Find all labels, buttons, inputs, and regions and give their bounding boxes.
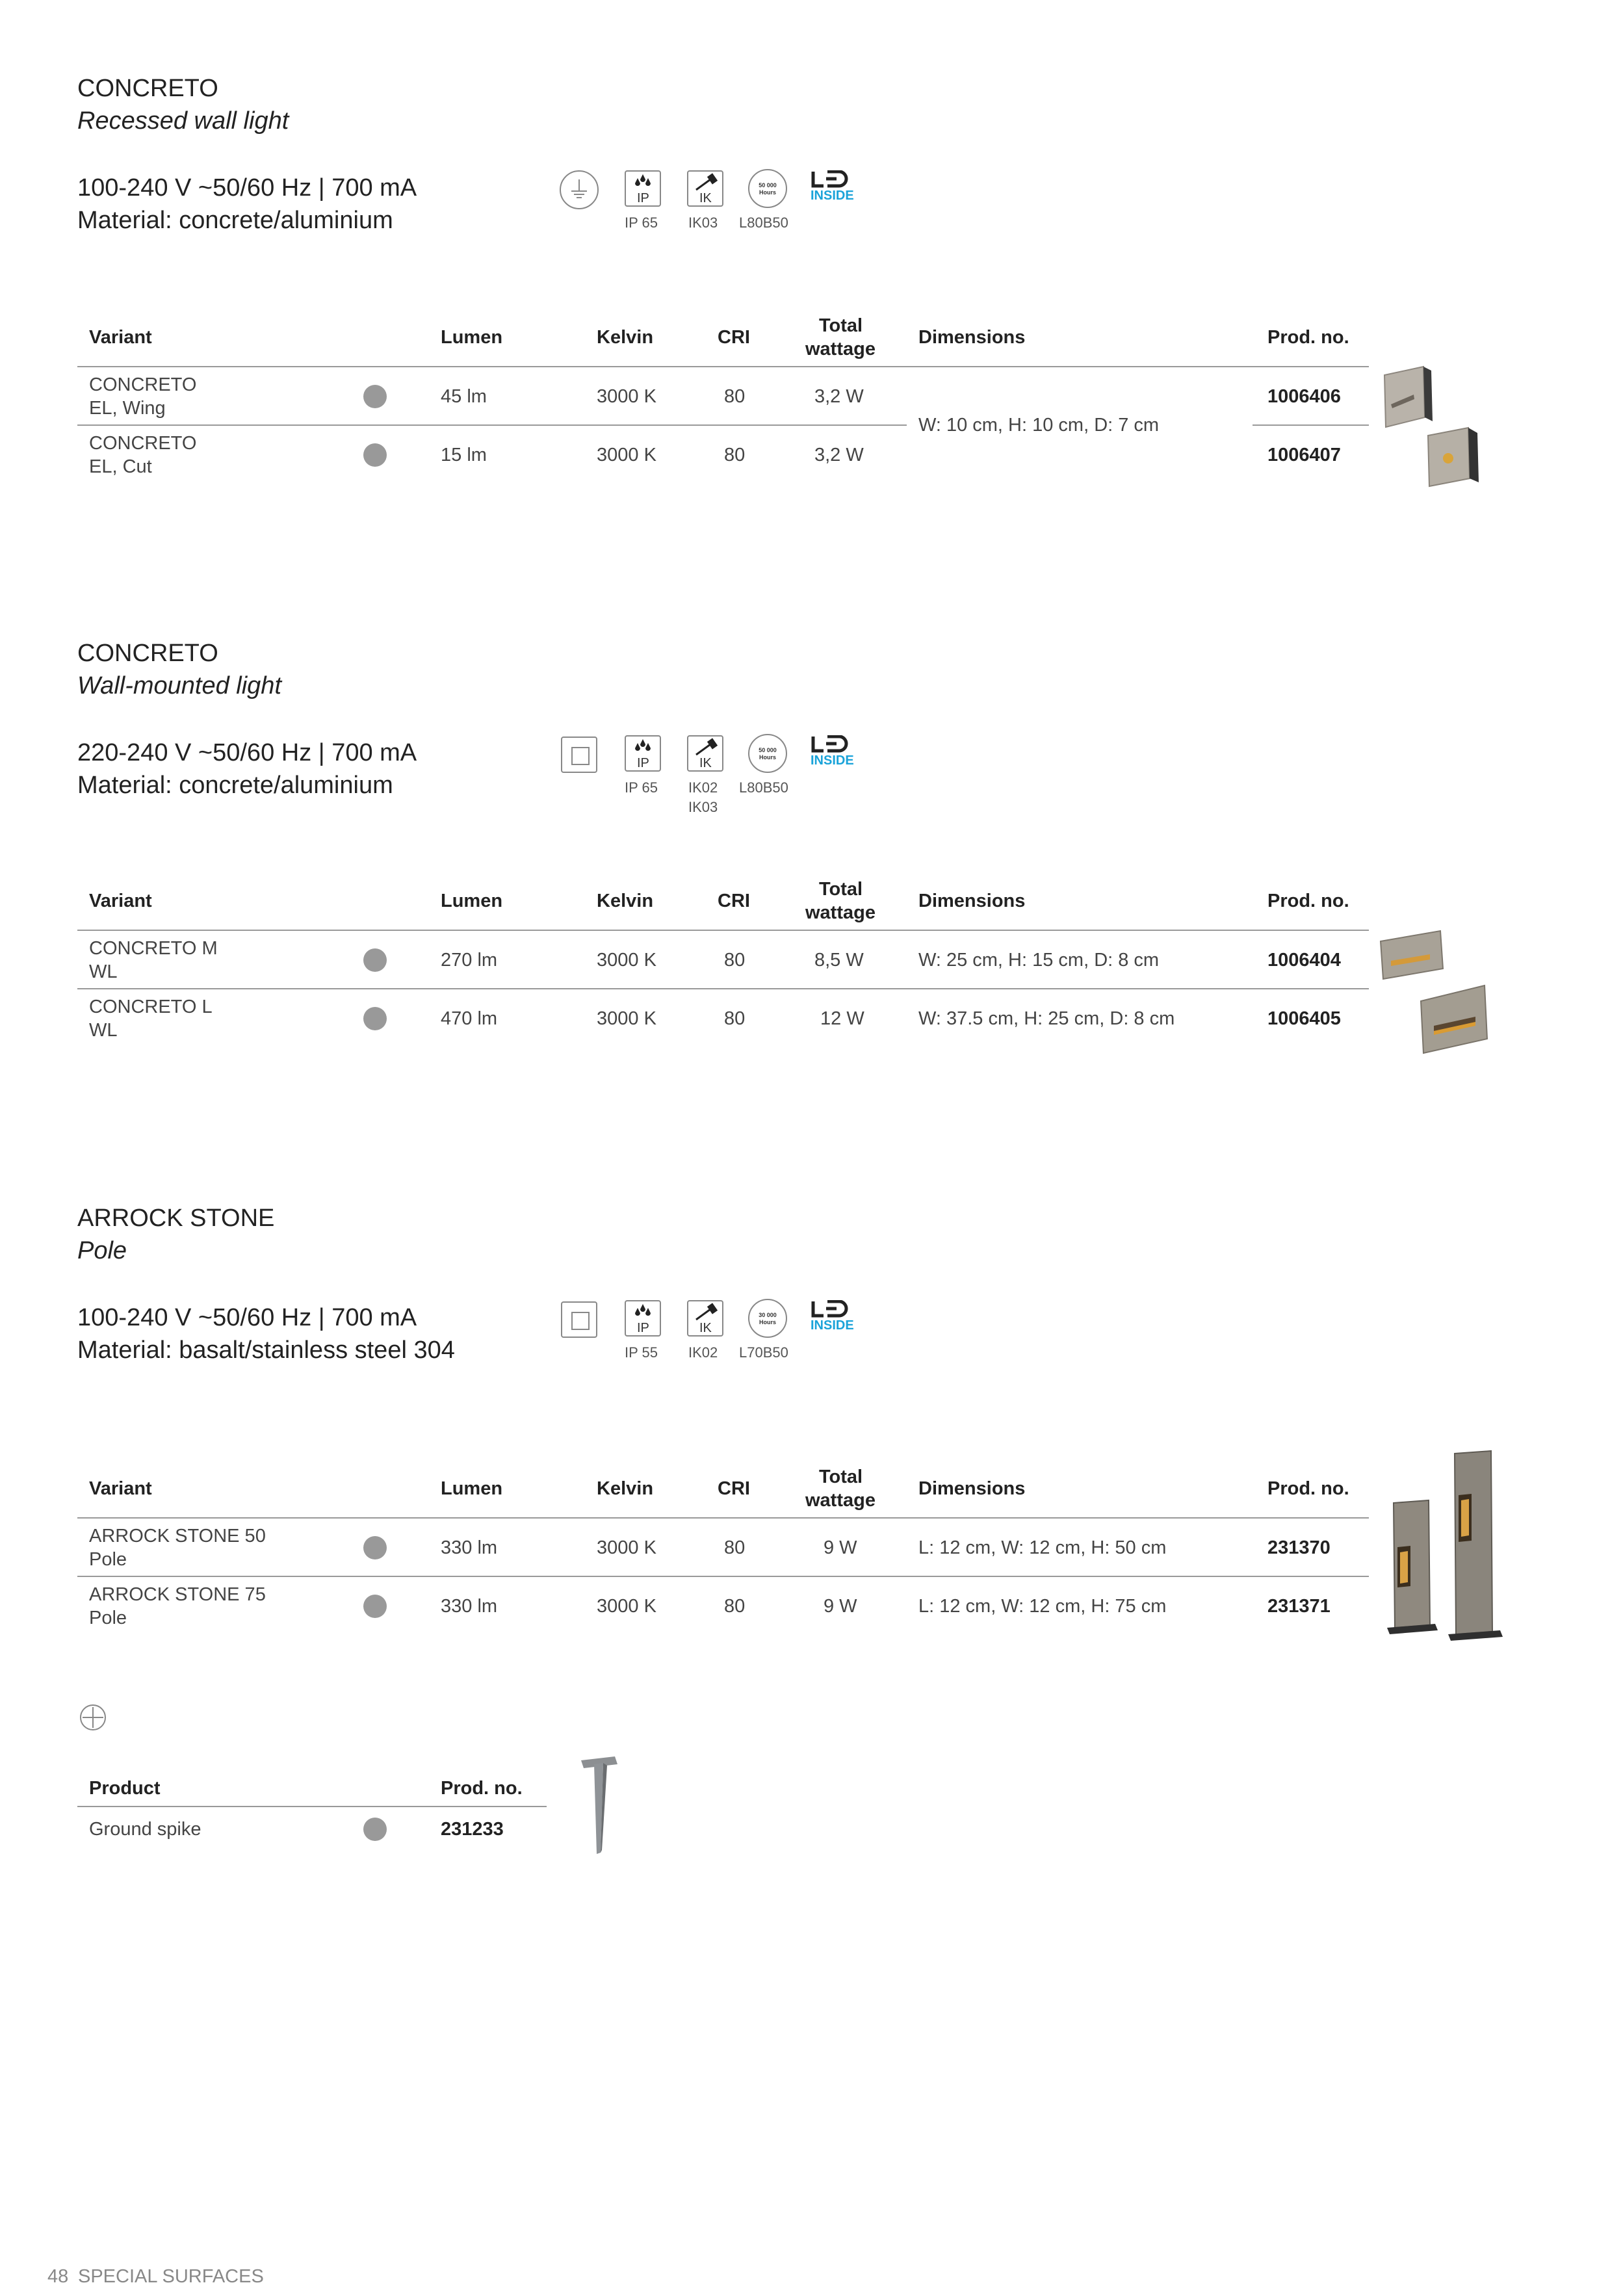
hours-value: 50 000 <box>759 747 777 753</box>
protection-class-icon <box>561 737 597 773</box>
header-wattage: wattage <box>805 339 876 359</box>
lifetime-caption: L80B50 <box>739 215 788 231</box>
section2-title: CONCRETO <box>77 640 218 667</box>
cri-value: 80 <box>724 386 746 407</box>
ip-label: IP <box>637 756 649 770</box>
section2-spec-voltage: 220-240 V ~50/60 Hz | 700 mA <box>77 739 417 766</box>
hours-unit: Hours <box>759 189 776 196</box>
earth-protection-icon <box>560 170 599 209</box>
header-variant: Variant <box>89 1478 152 1499</box>
section1-spec-material: Material: concrete/aluminium <box>77 207 393 234</box>
header-variant: Variant <box>89 891 152 911</box>
variant-type: Pole <box>89 1549 127 1570</box>
header-product: Product <box>89 1778 161 1799</box>
header-kelvin: Kelvin <box>597 891 654 911</box>
prod-no-value: 231371 <box>1267 1596 1331 1617</box>
color-swatch <box>363 1536 387 1559</box>
variant-name: CONCRETO <box>89 374 197 395</box>
product-image-ground-spike <box>577 1755 623 1859</box>
variant-name: CONCRETO M <box>89 938 218 959</box>
ip-caption: IP 55 <box>625 1344 658 1361</box>
prod-no-value: 1006406 <box>1267 386 1341 407</box>
prod-no-value: 231370 <box>1267 1537 1331 1558</box>
lumen-value: 330 lm <box>441 1537 498 1558</box>
prod-no-value: 1006404 <box>1267 950 1341 971</box>
led-inside-label: INSIDE <box>811 189 854 203</box>
header-prod-no: Prod. no. <box>1267 891 1349 911</box>
header-cri: CRI <box>718 327 750 348</box>
led-inside-label: INSIDE <box>811 1318 854 1333</box>
ip-caption: IP 65 <box>625 215 658 231</box>
wattage-value: 9 W <box>824 1596 857 1617</box>
ik-hammer-icon <box>687 735 723 772</box>
cri-value: 80 <box>724 1537 746 1558</box>
variant-name: CONCRETO <box>89 433 197 454</box>
ip-label: IP <box>637 191 649 205</box>
section1-title: CONCRETO <box>77 75 218 102</box>
hours-unit: Hours <box>759 1319 776 1325</box>
led-inside-label: INSIDE <box>811 753 854 768</box>
lumen-value: 330 lm <box>441 1596 498 1617</box>
dimensions-value: W: 25 cm, H: 15 cm, D: 8 cm <box>918 950 1160 971</box>
header-kelvin: Kelvin <box>597 1478 654 1499</box>
lifetime-caption: L70B50 <box>739 1344 788 1361</box>
kelvin-value: 3000 K <box>597 1596 656 1617</box>
product-image-cut <box>1419 423 1484 491</box>
ip-caption: IP 65 <box>625 779 658 796</box>
wattage-value: 12 W <box>820 1008 864 1029</box>
ik-caption: IK02 <box>688 779 718 796</box>
accessory-name: Ground spike <box>89 1819 201 1840</box>
lumen-value: 470 lm <box>441 1008 498 1029</box>
ik-caption: IK02 <box>688 1344 718 1361</box>
section2-subtitle: Wall-mounted light <box>77 672 282 699</box>
color-swatch <box>363 1007 387 1030</box>
ip-rating-icon <box>625 1300 661 1337</box>
header-lumen: Lumen <box>441 327 503 348</box>
table-divider <box>77 1806 547 1807</box>
header-dimensions: Dimensions <box>918 1478 1026 1499</box>
section2-spec-material: Material: concrete/aluminium <box>77 772 393 799</box>
variant-type: Pole <box>89 1608 127 1628</box>
lifetime-hours-icon <box>748 734 787 773</box>
kelvin-value: 3000 K <box>597 950 656 971</box>
header-dimensions: Dimensions <box>918 327 1026 348</box>
table-divider <box>77 988 1369 989</box>
ik-label: IK <box>699 1321 712 1335</box>
ik-caption: IK03 <box>688 215 718 231</box>
variant-type: EL, Cut <box>89 456 152 477</box>
section3-spec-material: Material: basalt/stainless steel 304 <box>77 1337 455 1364</box>
color-swatch <box>363 948 387 972</box>
section1-spec-voltage: 100-240 V ~50/60 Hz | 700 mA <box>77 174 417 202</box>
ik-label: IK <box>699 191 712 205</box>
header-cri: CRI <box>718 1478 750 1499</box>
section3-title: ARROCK STONE <box>77 1205 275 1232</box>
kelvin-value: 3000 K <box>597 445 656 465</box>
header-lumen: Lumen <box>441 891 503 911</box>
lifetime-caption: L80B50 <box>739 779 788 796</box>
lumen-value: 15 lm <box>441 445 487 465</box>
variant-name: ARROCK STONE 50 <box>89 1526 266 1546</box>
protection-class-icon <box>561 1301 597 1338</box>
table-divider <box>77 1517 1369 1519</box>
ik-label: IK <box>699 756 712 770</box>
table-divider <box>77 1576 1369 1577</box>
cri-value: 80 <box>724 1596 746 1617</box>
variant-name: CONCRETO L <box>89 997 213 1017</box>
header-lumen: Lumen <box>441 1478 503 1499</box>
color-swatch <box>363 443 387 467</box>
ik-hammer-icon <box>687 1300 723 1337</box>
wattage-value: 9 W <box>824 1537 857 1558</box>
ip-rating-icon <box>625 170 661 207</box>
led-inside-icon <box>811 170 854 203</box>
table-divider <box>77 366 1369 367</box>
lumen-value: 45 lm <box>441 386 487 407</box>
dimensions-value: L: 12 cm, W: 12 cm, H: 75 cm <box>918 1596 1167 1617</box>
variant-type: WL <box>89 1020 118 1041</box>
header-total: Total <box>819 879 863 900</box>
variant-type: EL, Wing <box>89 398 166 419</box>
ik-hammer-icon <box>687 170 723 207</box>
color-swatch <box>363 1818 387 1841</box>
led-inside-icon <box>811 735 854 768</box>
section3-spec-voltage: 100-240 V ~50/60 Hz | 700 mA <box>77 1304 417 1331</box>
section1-subtitle: Recessed wall light <box>77 107 289 135</box>
hours-value: 30 000 <box>759 1312 777 1318</box>
header-prod-no: Prod. no. <box>1267 327 1349 348</box>
wattage-value: 3,2 W <box>814 445 864 465</box>
dimensions-value: W: 10 cm, H: 10 cm, D: 7 cm <box>918 415 1160 436</box>
ip-rating-icon <box>625 735 661 772</box>
header-wattage: wattage <box>805 1490 876 1511</box>
dimensions-value: W: 37.5 cm, H: 25 cm, D: 8 cm <box>918 1008 1175 1029</box>
color-swatch <box>363 1595 387 1618</box>
section3-subtitle: Pole <box>77 1237 127 1264</box>
kelvin-value: 3000 K <box>597 1008 656 1029</box>
color-swatch <box>363 385 387 408</box>
lifetime-hours-icon <box>748 1299 787 1338</box>
header-variant: Variant <box>89 327 152 348</box>
accessory-prod-no: 231233 <box>441 1819 504 1840</box>
product-image-concreto-m <box>1378 928 1449 984</box>
prod-no-value: 1006407 <box>1267 445 1341 465</box>
prod-no-value: 1006405 <box>1267 1008 1341 1029</box>
header-wattage: wattage <box>805 902 876 923</box>
cri-value: 80 <box>724 445 746 465</box>
table-divider <box>77 424 907 426</box>
accessory-plus-icon <box>79 1703 107 1735</box>
kelvin-value: 3000 K <box>597 386 656 407</box>
ik-caption-2: IK03 <box>688 799 718 815</box>
ip-label: IP <box>637 1321 649 1335</box>
cri-value: 80 <box>724 950 746 971</box>
led-inside-icon <box>811 1300 854 1333</box>
table-divider <box>1253 424 1369 426</box>
wattage-value: 3,2 W <box>814 386 864 407</box>
wattage-value: 8,5 W <box>814 950 864 971</box>
kelvin-value: 3000 K <box>597 1537 656 1558</box>
header-kelvin: Kelvin <box>597 327 654 348</box>
header-cri: CRI <box>718 891 750 911</box>
header-dimensions: Dimensions <box>918 891 1026 911</box>
product-image-arrock-stone <box>1383 1450 1507 1645</box>
hours-unit: Hours <box>759 754 776 761</box>
footer-section-label: SPECIAL SURFACES <box>78 2266 264 2287</box>
lifetime-hours-icon <box>748 169 787 208</box>
cri-value: 80 <box>724 1008 746 1029</box>
product-image-concreto-l <box>1417 982 1495 1056</box>
hours-value: 50 000 <box>759 182 777 189</box>
header-total: Total <box>819 1467 863 1487</box>
lumen-value: 270 lm <box>441 950 498 971</box>
table-divider <box>77 930 1369 931</box>
header-prod-no: Prod. no. <box>1267 1478 1349 1499</box>
header-prod-no: Prod. no. <box>441 1778 523 1799</box>
header-total: Total <box>819 315 863 336</box>
dimensions-value: L: 12 cm, W: 12 cm, H: 50 cm <box>918 1537 1167 1558</box>
page-number: 48 <box>47 2266 69 2287</box>
variant-name: ARROCK STONE 75 <box>89 1584 266 1605</box>
variant-type: WL <box>89 961 118 982</box>
